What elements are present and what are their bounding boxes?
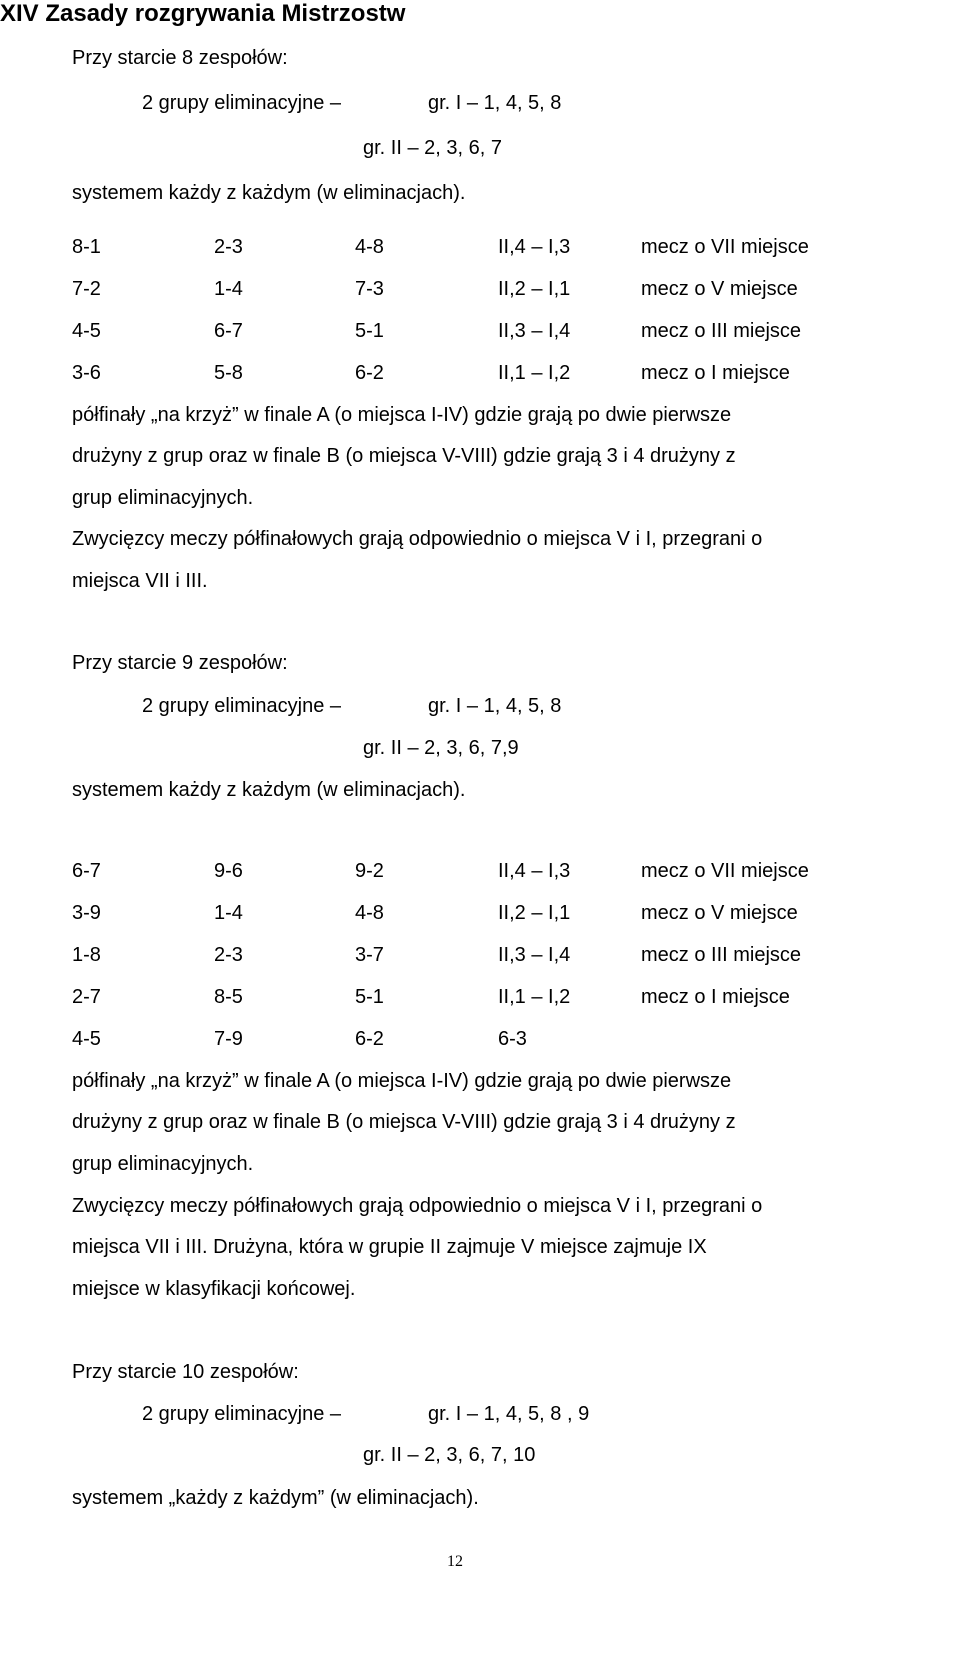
s8-cell: II,1 – I,2 <box>498 362 571 384</box>
s8-paragraph-line: drużyny z grup oraz w finale B (o miejsca V-VIII) gdzie grają 3 i 4 drużyny z <box>72 445 736 467</box>
s8-cell: 5-8 <box>214 362 243 384</box>
s10-group-1: gr. I – 1, 4, 5, 8 , 9 <box>428 1403 590 1425</box>
s9-cell: II,4 – I,3 <box>498 860 571 882</box>
s9-cell: II,2 – I,1 <box>498 902 571 924</box>
page-number: 12 <box>447 1553 463 1570</box>
s9-cell: 2-3 <box>214 944 243 966</box>
s8-cell: 8-1 <box>72 236 101 258</box>
s9-cell: mecz o I miejsce <box>641 986 790 1008</box>
s9-cell: 9-6 <box>214 860 243 882</box>
s10-groups-label: 2 grupy eliminacyjne – <box>142 1403 341 1425</box>
s8-cell: mecz o V miejsce <box>641 278 798 300</box>
s8-paragraph-line: Zwycięzcy meczy półfinałowych grają odpowiednio o miejsca V i I, przegrani o <box>72 528 763 550</box>
s9-cell: 7-9 <box>214 1028 243 1050</box>
s9-paragraph-line: miejsca VII i III. Drużyna, która w grupie II zajmuje V miejsce zajmuje IX <box>72 1236 707 1258</box>
s8-cell: II,3 – I,4 <box>498 320 571 342</box>
s9-paragraph-line: Zwycięzcy meczy półfinałowych grają odpowiednio o miejsca V i I, przegrani o <box>72 1195 763 1217</box>
s9-group-2: gr. II – 2, 3, 6, 7,9 <box>363 737 519 759</box>
s9-cell: 9-2 <box>355 860 384 882</box>
s9-cell: 6-7 <box>72 860 101 882</box>
s10-group-2: gr. II – 2, 3, 6, 7, 10 <box>363 1444 536 1466</box>
s9-cell: 4-5 <box>72 1028 101 1050</box>
s8-system: systemem każdy z każdym (w eliminacjach). <box>72 182 466 204</box>
s9-cell: mecz o V miejsce <box>641 902 798 924</box>
s10-heading: Przy starcie 10 zespołów: <box>72 1361 299 1383</box>
s9-cell: mecz o VII miejsce <box>641 860 809 882</box>
s8-group-2: gr. II – 2, 3, 6, 7 <box>363 137 502 159</box>
s8-heading: Przy starcie 8 zespołów: <box>72 47 288 69</box>
s9-cell: 8-5 <box>214 986 243 1008</box>
s9-paragraph-line: drużyny z grup oraz w finale B (o miejsca V-VIII) gdzie grają 3 i 4 drużyny z <box>72 1111 736 1133</box>
s8-cell: 2-3 <box>214 236 243 258</box>
s9-paragraph-line: półfinały „na krzyż” w finale A (o miejsca I-IV) gdzie grają po dwie pierwsze <box>72 1070 732 1092</box>
s8-paragraph-line: miejsca VII i III. <box>72 570 208 592</box>
s8-groups-label: 2 grupy eliminacyjne – <box>142 92 341 114</box>
s8-paragraph-line: grup eliminacyjnych. <box>72 487 254 509</box>
s9-cell: II,1 – I,2 <box>498 986 571 1008</box>
s8-cell: II,2 – I,1 <box>498 278 571 300</box>
s8-cell: 4-5 <box>72 320 101 342</box>
s9-cell: 4-8 <box>355 902 384 924</box>
s8-cell: 3-6 <box>72 362 101 384</box>
s9-cell: 5-1 <box>355 986 384 1008</box>
page-title: XIV Zasady rozgrywania Mistrzostw <box>0 0 406 27</box>
s9-groups-label: 2 grupy eliminacyjne – <box>142 695 341 717</box>
s8-cell: mecz o III miejsce <box>641 320 802 342</box>
s8-group-1: gr. I – 1, 4, 5, 8 <box>428 92 562 114</box>
s9-cell: 3-9 <box>72 902 101 924</box>
s9-cell: 6-2 <box>355 1028 384 1050</box>
s8-cell: 4-8 <box>355 236 384 258</box>
s8-cell: 1-4 <box>214 278 243 300</box>
s8-cell: II,4 – I,3 <box>498 236 571 258</box>
s9-group-1: gr. I – 1, 4, 5, 8 <box>428 695 562 717</box>
s8-cell: mecz o VII miejsce <box>641 236 809 258</box>
s9-cell: II,3 – I,4 <box>498 944 571 966</box>
s9-paragraph-line: miejsce w klasyfikacji końcowej. <box>72 1278 356 1300</box>
s8-cell: 6-2 <box>355 362 384 384</box>
s10-system: systemem „każdy z każdym” (w eliminacjach). <box>72 1487 479 1509</box>
s9-paragraph-line: grup eliminacyjnych. <box>72 1153 254 1175</box>
s9-cell: 2-7 <box>72 986 101 1008</box>
s8-cell: 7-2 <box>72 278 101 300</box>
s9-cell: 1-8 <box>72 944 101 966</box>
s9-heading: Przy starcie 9 zespołów: <box>72 652 288 674</box>
s8-cell: 5-1 <box>355 320 384 342</box>
s8-paragraph-line: półfinały „na krzyż” w finale A (o miejsca I-IV) gdzie grają po dwie pierwsze <box>72 404 732 426</box>
s9-system: systemem każdy z każdym (w eliminacjach). <box>72 779 466 801</box>
s8-cell: 6-7 <box>214 320 243 342</box>
s8-cell: mecz o I miejsce <box>641 362 790 384</box>
s9-cell: mecz o III miejsce <box>641 944 802 966</box>
s9-cell: 1-4 <box>214 902 243 924</box>
s9-cell: 3-7 <box>355 944 384 966</box>
s8-cell: 7-3 <box>355 278 384 300</box>
s9-cell: 6-3 <box>498 1028 527 1050</box>
